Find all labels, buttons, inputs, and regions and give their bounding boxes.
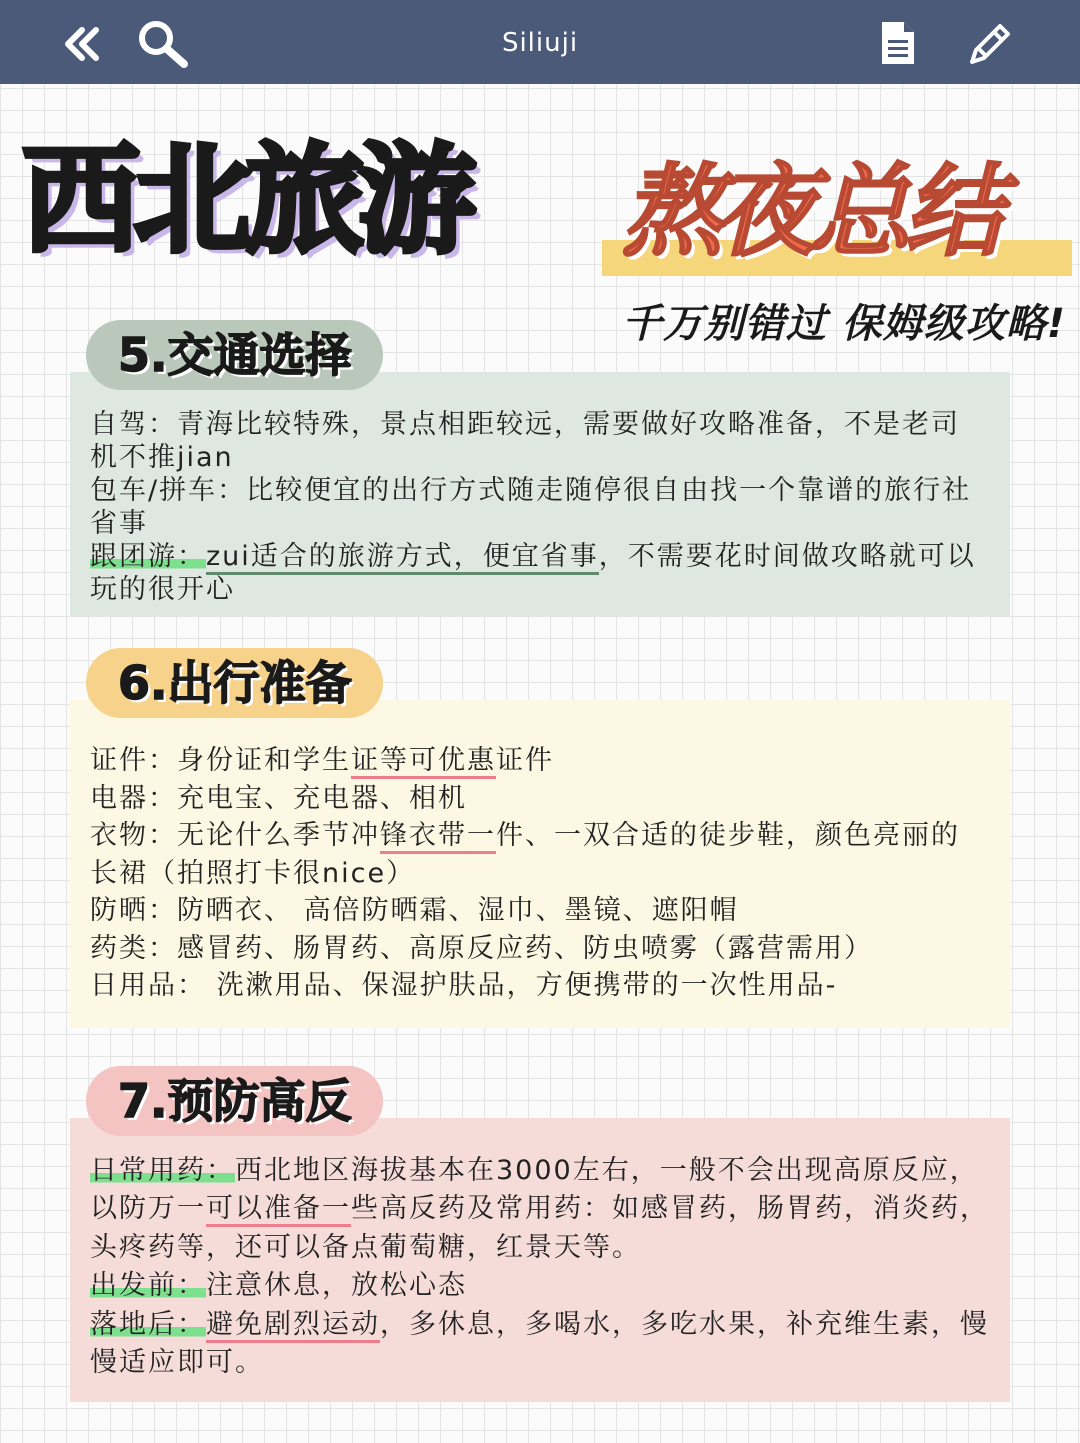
text-line: 落地后：避免剧烈运动，多休息，多喝水，多吃水果，补充维生素，慢 xyxy=(90,1306,1000,1344)
underlined-text: 锋衣带一 xyxy=(380,820,496,854)
subtitle: 千万别错过 保姆级攻略! xyxy=(621,301,1066,347)
text-line: 日用品： 洗漱用品、保湿护肤品，方便携带的一次性用品- xyxy=(90,970,838,1001)
title-main: 西北旅游 xyxy=(22,131,471,269)
text-line: 省事 xyxy=(90,508,148,539)
text-line: 证件：身份证和学生证等可优惠证件 xyxy=(90,742,1000,780)
text-line: 防晒：防晒衣、 高倍防晒霜、湿巾、墨镜、遮阳帽 xyxy=(90,895,739,926)
text-line: 自驾：青海比较特殊，景点相距较远，需要做好攻略准备，不是老司 xyxy=(90,409,960,440)
text-line: 药类：感冒药、肠胃药、高原反应药、防虫喷雾（露营需用） xyxy=(90,932,873,964)
highlight-label: 日常用药： xyxy=(90,1155,235,1186)
section-body-preparation xyxy=(90,742,1000,1005)
text-line: 包车/拼车：比较便宜的出行方式随走随停很自由找一个靠谱的旅行社 xyxy=(90,475,972,506)
text-line: 头疼药等，还可以备点葡萄糖，红景天等。 xyxy=(90,1231,641,1263)
text-line: 出发前：注意休息，放松心态 xyxy=(90,1270,467,1302)
text-line: 跟团游：zui适合的旅游方式，便宜省事，不需要花时间做攻略就可以 xyxy=(90,540,1000,573)
text-line: 衣物：无论什么季节冲锋衣带一件、一双合适的徒步鞋，颜色亮丽的 xyxy=(90,817,1000,855)
app-title: Siliuji xyxy=(501,28,579,58)
section-body-altitude xyxy=(90,1152,1000,1382)
section-body-transport xyxy=(90,408,1000,606)
underlined-text: 可以准备一 xyxy=(206,1193,351,1227)
title-accent: 熬夜总结 xyxy=(622,153,998,270)
section-heading-preparation: 6.出行准备 xyxy=(86,648,383,718)
section-heading-transport: 5.交通选择 xyxy=(86,320,383,390)
highlight-label: 跟团游： xyxy=(90,541,206,572)
top-bar xyxy=(0,0,1080,84)
underlined-text: zui适合的旅游方式，便宜省事 xyxy=(206,541,599,575)
highlight-label: 落地后： xyxy=(90,1308,206,1340)
text-line: 机不推jian xyxy=(90,442,234,473)
hero-title xyxy=(22,130,1072,280)
underlined-text: 避免剧烈运动 xyxy=(206,1309,380,1343)
text-line: 长裙（拍照打卡很nice） xyxy=(90,857,416,889)
text-line: 慢适应即可。 xyxy=(90,1346,264,1378)
text-line: 玩的很开心 xyxy=(90,574,235,605)
highlight-label: 出发前： xyxy=(90,1270,206,1302)
text-line: 日常用药：西北地区海拔基本在3000左右，一般不会出现高原反应， xyxy=(90,1155,979,1186)
text-line: 电器：充电宝、充电器、相机 xyxy=(90,782,467,814)
document-icon[interactable] xyxy=(876,18,928,70)
text-line: 以防万一可以准备一些高反药及常用药：如感冒药，肠胃药，消炎药， xyxy=(90,1190,1000,1228)
section-heading-altitude: 7.预防高反 xyxy=(86,1066,383,1136)
underlined-text: 证等可优惠 xyxy=(351,745,496,779)
pencil-icon[interactable] xyxy=(964,18,1016,70)
